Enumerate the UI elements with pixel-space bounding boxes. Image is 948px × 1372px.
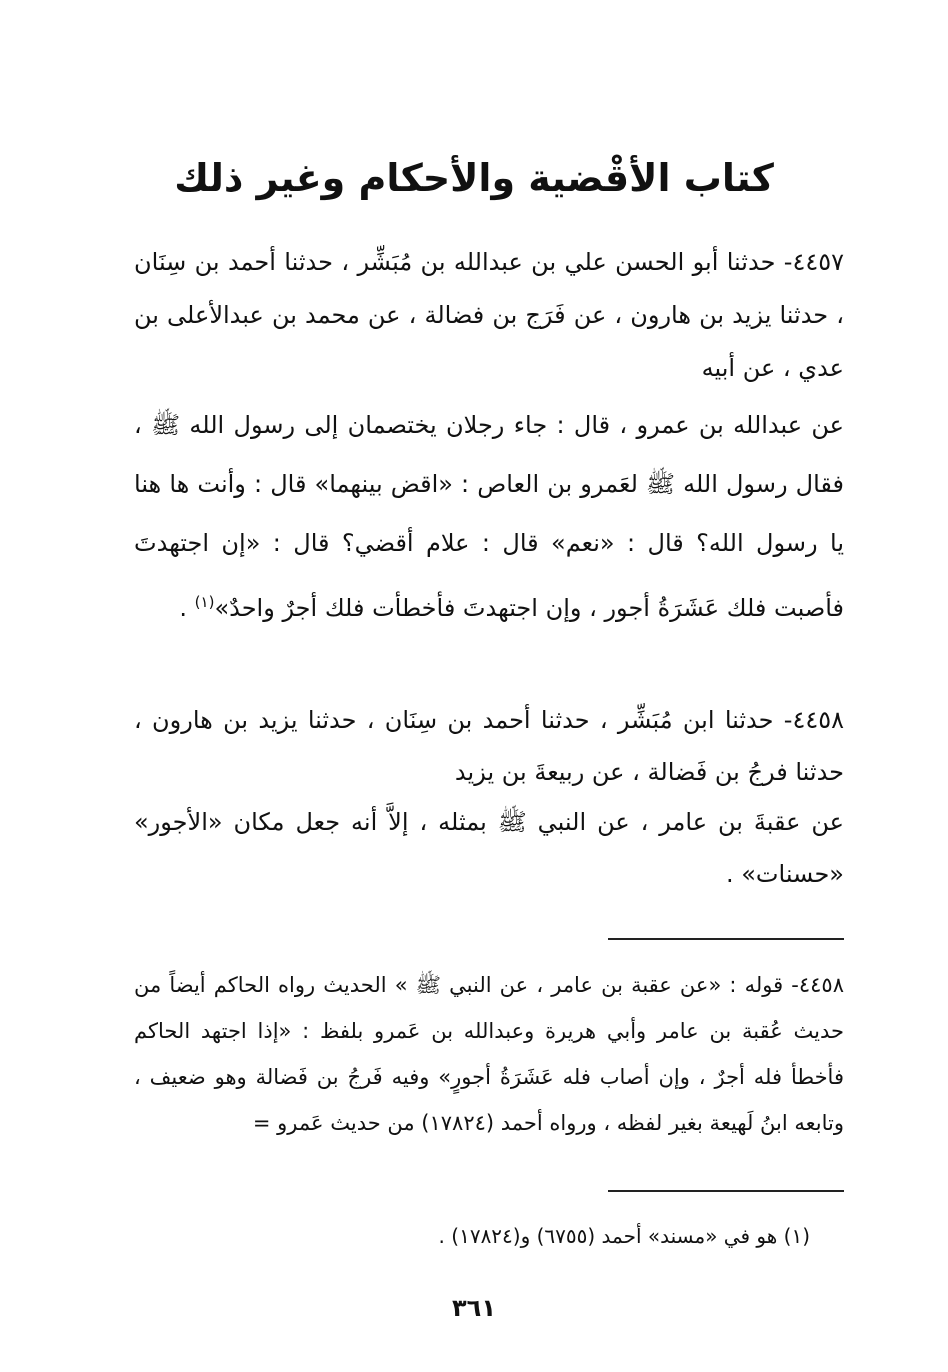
commentary-4458: ٤٤٥٨- قوله : «عن عقبة بن عامر ، عن النبي ﷺ » الحديث رواه الحاكم أيضاً من حديث عُقبة بن عامر وأبي هريرة وعبدالله بن عَمرو بلفظ : «إذا اجتهد الحاكم فأخطأ فله أجرٌ ، وإن أصاب فله عَشَرَةُ أجورٍ» وفيه فَرجُ بن فَضالة وهو ضعيف ، وتابعه ابنُ لَهيعة بغير لفظه ، ورواه أحمد (١٧٨٢٤) من حديث عَمرو = bbox=[134, 973, 844, 1135]
hadith-4457-end: . bbox=[179, 594, 195, 622]
hadith-4457-isnad: ٤٤٥٧- حدثنا أبو الحسن علي بن عبدالله بن مُبَشِّر ، حدثنا أحمد بن سِنَان ، حدثنا يزيد بن هارون ، عن فَرَج بن فضالة ، عن محمد بن عبدالأعلى بن عدي ، عن أبيه bbox=[134, 248, 844, 382]
hadith-4457-matn bbox=[134, 396, 844, 638]
footnote-marker[interactable]: (١) bbox=[194, 593, 215, 611]
page-number: ٣٦١ bbox=[452, 1294, 496, 1322]
hadith-4457-matn-text: عن عبدالله بن عمرو ، قال : جاء رجلان يختصمان إلى رسول الله ﷺ ، فقال رسول الله ﷺ لعَمرو بن العاص : «اقض بينهما» قال : وأنت ها هنا يا رسول الله؟ قال : «نعم» قال : علام أقضي؟ قال : «إن اجتهدتَ فأصبت فلك عَشَرَةُ أجور ، وإن اجتهدتَ فأخطأت فلك أجرٌ واحدٌ» bbox=[134, 411, 844, 622]
footnote-divider bbox=[608, 1190, 844, 1192]
chapter-title: كتاب الأقْضية والأحكام وغير ذلك bbox=[174, 156, 774, 200]
commentary-divider bbox=[608, 938, 844, 940]
footnote-1: (١) هو في «مسند» أحمد (٦٧٥٥) و(١٧٨٢٤) . bbox=[438, 1224, 810, 1248]
hadith-4458-isnad: ٤٤٥٨- حدثنا ابن مُبَشِّر ، حدثنا أحمد بن سِنَان ، حدثنا يزيد بن هارون ، حدثنا فرجُ بن فَضالة ، عن ربيعةَ بن يزيد bbox=[134, 706, 844, 786]
hadith-4458-matn: عن عقبةَ بن عامر ، عن النبي ﷺ بمثله ، إلاَّ أنه جعل مكان «الأجور» «حسنات» . bbox=[134, 808, 844, 888]
